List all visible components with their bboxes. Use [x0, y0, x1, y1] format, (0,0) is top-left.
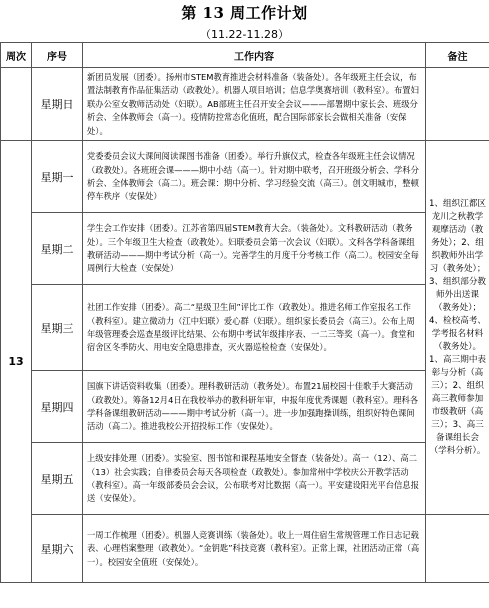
table-header-row — [1, 43, 489, 68]
table-row — [1, 371, 489, 443]
table-row — [1, 141, 489, 213]
content-cell: 国旗下讲话资料收集（团委）。理科教研活动（教务处）。布置21届校园十佳歌手大赛活动（政教处）。筹备12月4日在我校举办的教科研年审，申报年度优秀课题（教科室）。理科各学科备课组教研活动———期中考试分析（高一）。进一步加强跑操训练，组织好特色课间活动（高二）。推进我校公开招投标工作（安保处）。 — [83, 371, 426, 443]
content-cell: 上级安排处理（团委）。实验室、图书馆和课程基地安全督查（装备处）。高一（12）、高二（13）社会实践；自律委员会每天各项检查（政教处）。参加常州中学校庆公开教学活动（教科室）。高一年级部委员会会议，公布联考对比数据（高一）。平安建设阳光平台信息报送（安保处）。 — [83, 443, 426, 515]
notes-cell: 1、组织江都区龙川之秋教学观摩活动（教务处）；2、组织教师外出学习（教务处）；3、组织部分教师外出送课（教务处）；4、检校高考、学考报名材料（教务处）。1、高三期中表彰与分析（高三）；2、组织高三教师参加市级教研（高三）；3、高三备课组长会（学科分析）。 — [426, 141, 489, 515]
content-cell: 社团工作安排（团委）。高二“星级卫生间”评比工作（政教处）。推进名师工作室报名工作（教科室）。建立微动力（江中妇联）爱心群（妇联）。组织家长委员会（高三）。公布上周年级管理委会巡查星级评比结果、公布期中考试年级排序表、一二三等奖（高一）。食堂和宿舍区冬季防火、用电安全隐患排查，灭火器巡检检查（安保处）。 — [83, 285, 426, 371]
day-cell: 星期二 — [32, 213, 83, 285]
page-title: 第 13 周工作计划 — [181, 4, 308, 22]
header-week: 周次 — [1, 43, 32, 68]
date-range: （11.22-11.28） — [200, 28, 289, 41]
notes-cell-bottom — [426, 515, 489, 583]
content-cell: 一周工作梳理（团委）。机器人竞赛训练（装备处）。收上一周住宿生常规管理工作日志记载表、心理档案整理（政教处）。“金钥匙”科技竞赛（教科室）。正常上课，社团活动正常（高一）。校园安全值班（安保处）。 — [83, 515, 426, 583]
day-cell: 星期六 — [32, 515, 83, 583]
week-cell-top — [1, 68, 32, 141]
header-notes: 备注 — [426, 43, 489, 68]
table-row — [1, 68, 489, 141]
content-cell: 学生会工作安排（团委）。江苏省第四届STEM教育大会。（装备处）。文科教研活动（教务处）。三个年级卫生大检查（政教处）。妇联委员会第一次会议（妇联）。文科各学科备课组教研活动———期中考试分析（高一）。完善学生的月度千分考核工作（高二）。校园安全每周例行大检查（安保处） — [83, 213, 426, 285]
day-cell: 星期五 — [32, 443, 83, 515]
day-cell: 星期日 — [32, 68, 83, 141]
notes-cell-top — [426, 68, 489, 141]
day-cell: 星期三 — [32, 285, 83, 371]
table-row — [1, 515, 489, 583]
table-row — [1, 285, 489, 371]
week-number: 13 — [1, 141, 32, 583]
header-index: 序号 — [32, 43, 83, 68]
content-cell: 新团员发展（团委）。扬州市STEM教育推进会材料准备（装备处）。各年级班主任会议，布置法制教育作品征集活动（政教处）。机器人项目培训；信息学奥赛培训（教科室）。布置妇联办公室女教师活动处（妇联）。AB部班主任召开安全会议———部署期中家长会、班级分析会、全体教师会（高一）。疫情防控常态化值班，配合国际部家长会做相关准备（安保处）。 — [83, 68, 426, 141]
header-content: 工作内容 — [83, 43, 426, 68]
day-cell: 星期四 — [32, 371, 83, 443]
table-row — [1, 443, 489, 515]
weekly-plan-table — [0, 42, 489, 583]
content-cell: 党委委员会议大课间阅读课图书准备（团委）。举行升旗仪式，检查各年级班主任会议情况（政教处）。各班班会课———期中小结（高一）。针对期中联考，召开班级分析会、学科分析会、全体教师会（高二）。班会课：期中分析、学习经验交流（高三）。创文明城市，整顿停车秩序（安保处） — [83, 141, 426, 213]
table-row — [1, 213, 489, 285]
day-cell: 星期一 — [32, 141, 83, 213]
